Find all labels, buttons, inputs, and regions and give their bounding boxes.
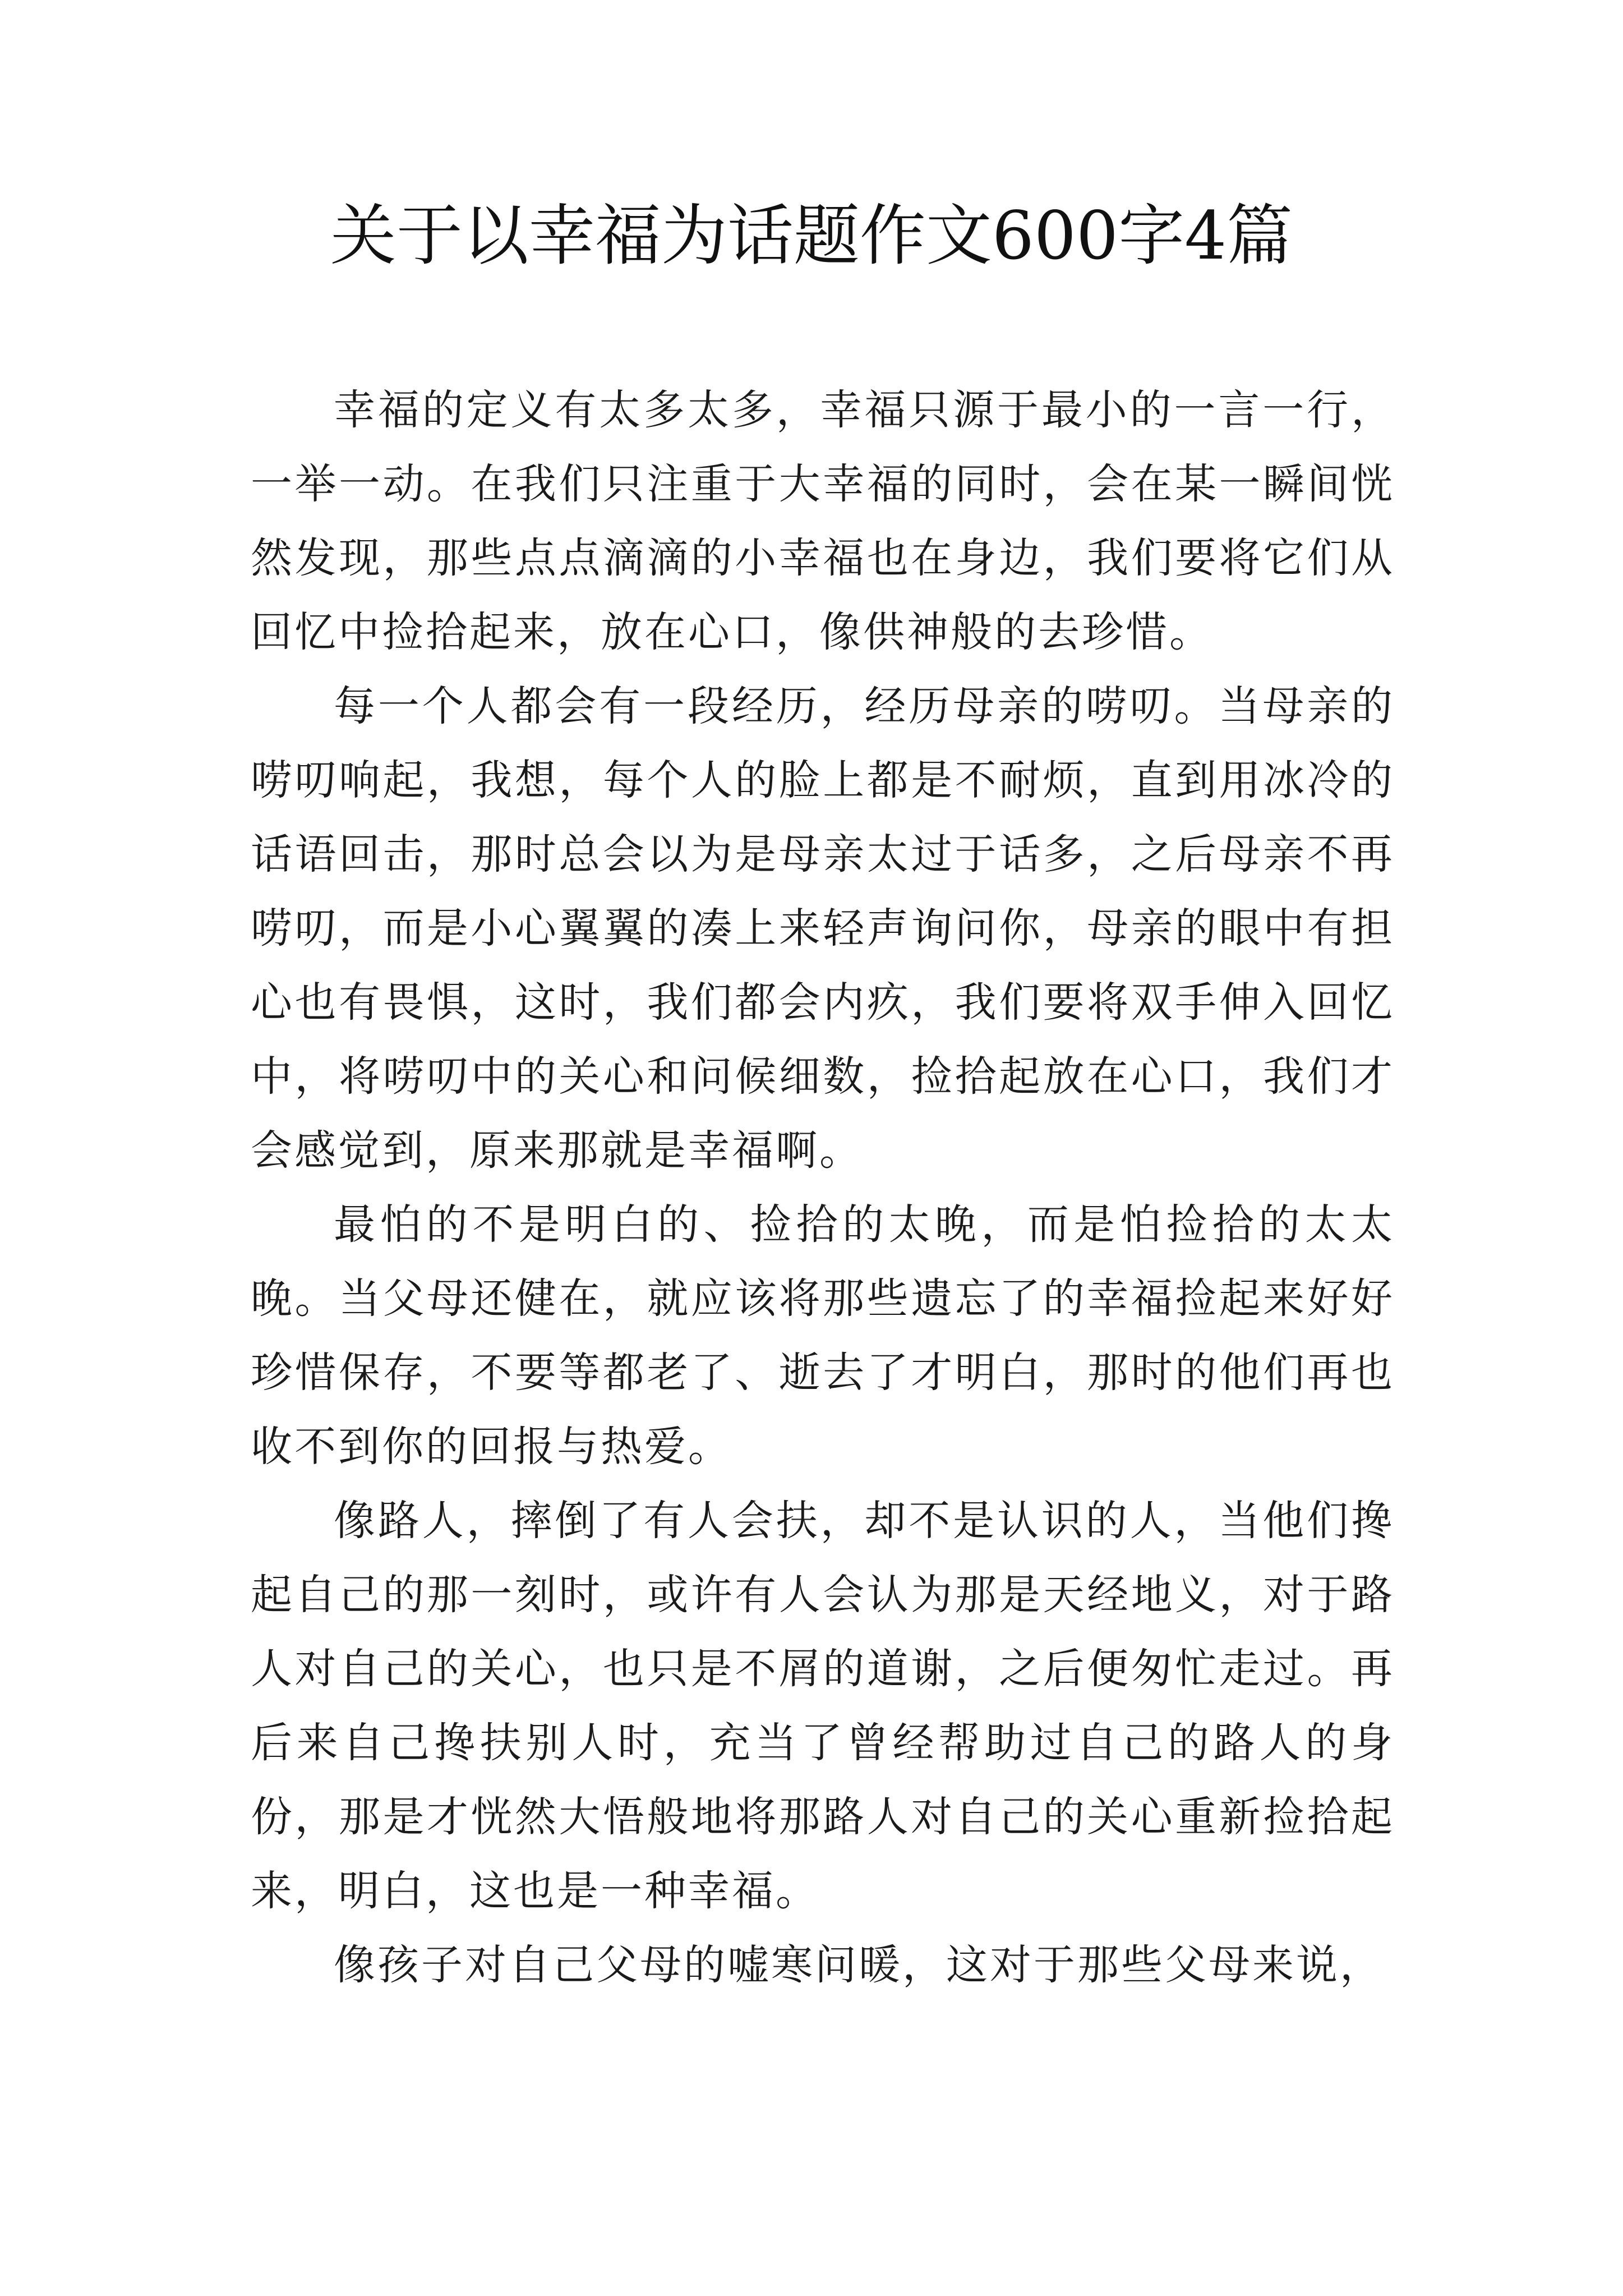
paragraph: 最怕的不是明白的、捡拾的太晚，而是怕捡拾的太太晚。当父母还健在，就应该将那些遗忘了的幸福捡起来好好珍惜保存，不要等都老了、逝去了才明白，那时的他们再也收不到你的回报与热爱。	[251, 1200, 1395, 1471]
paragraph: 像路人，摔倒了有人会扶，却不是认识的人，当他们搀起自己的那一刻时，或许有人会认为那是天经地义，对于路人对自己的关心，也只是不屑的道谢，之后便匆忙走过。再后来自己搀扶别人时，充当了曾经帮助过自己的路人的身份，那是才恍然大悟般地将那路人对自己的关心重新捡拾起来，明白，这也是一种幸福。	[251, 1497, 1395, 1915]
paragraph: 像孩子对自己父母的嘘寒问暖，这对于那些父母来说，	[334, 1941, 1384, 1989]
paragraph: 每一个人都会有一段经历，经历母亲的唠叨。当母亲的唠叨响起，我想，每个人的脸上都是不耐烦，直到用冰冷的话语回击，那时总会以为是母亲太过于话多，之后母亲不再唠叨，而是小心翼翼的凑上来轻声询问你，母亲的眼中有担心也有畏惧，这时，我们都会内疚，我们要将双手伸入回忆中，将唠叨中的关心和问候细数，捡拾起放在心口，我们才会感觉到，原来那就是幸福啊。	[251, 682, 1395, 1175]
paragraph: 幸福的定义有太多太多，幸福只源于最小的一言一行，一举一动。在我们只注重于大幸福的同时，会在某一瞬间恍然发现，那些点点滴滴的小幸福也在身边，我们要将它们从回忆中捡拾起来，放在心口，像供神般的去珍惜。	[251, 386, 1395, 656]
document-title: 关于以幸福为话题作文600字4篇	[330, 197, 1293, 274]
document-body	[251, 373, 1395, 2002]
